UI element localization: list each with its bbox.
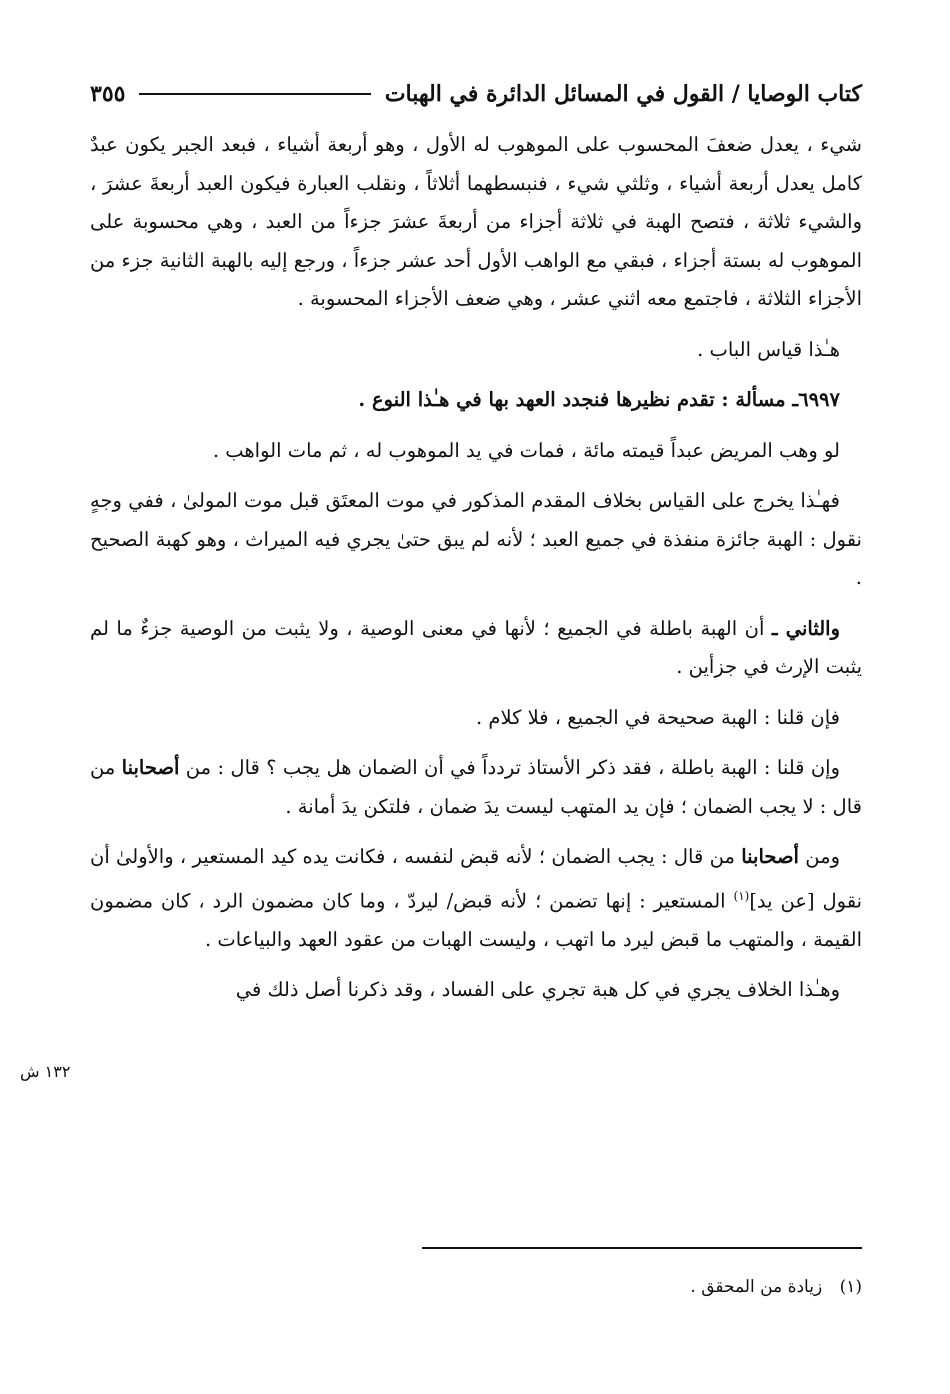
paragraph-conclusion: هـٰذا قياس الباب . (697, 337, 840, 361)
footnote (690, 1277, 862, 1297)
running-title: كتاب الوصايا / القول في المسائل الدائرة في الهبات (384, 81, 862, 107)
if-void-text-1: وإن قلنا : الهبة باطلة ، فقد ذكر الأستاذ تردداً في أن الضمان هل يجب ؟ قال : من (179, 756, 840, 779)
paragraph-if-void (90, 749, 862, 826)
if-void-bold: أصحابنا (121, 756, 180, 779)
liability-bold: أصحابنا (741, 845, 799, 868)
second-view-label: والثاني ـ (771, 616, 840, 640)
liability-text-3: المستعير : إنها تضمن ؛ لأنه قبض/ ليردّ ، وما كان مضمون الرد ، كان مضمون القيمة ، والمتهب ما قبض ليرد ما اتهب ، وليست الهبات من عقود العهد والبياعات . (90, 889, 862, 951)
liability-text-2: من قال : يجب الضمان ؛ لأنه قبض لنفسه ، فكانت يده كيد المستعير ، والأولىٰ أن نقول [عن يد] (90, 845, 863, 912)
paragraph-dispute: وهـٰذا الخلاف يجري في كل هبة تجري على الفساد ، وقد ذكرنا أصل ذلك في (235, 978, 840, 1001)
paragraph-if-valid: فإن قلنا : الهبة صحيحة في الجميع ، فلا كلام . (476, 705, 840, 729)
main-text (90, 126, 862, 1022)
paragraph-continuation: شيء ، يعدل ضعفَ المحسوب على الموهوب له الأول ، وهو أربعة أشياء ، فبعد الجبر يكون عبدٌ كامل يعدل أربعة أشياء ، وثلثي شيء ، فنبسطهما أثلاثاً ، ونقلب العبارة فيكون العبد أربعةَ عشرَ ، والشيء ثلاثة ، فتصح الهبة في ثلاثة أجزاء من أربعةَ عشرَ جزءاً من العبد ، وهي محسوبة على الموهوب له بستة أجزاء ، فبقي مع الواهب الأول أحد عشر جزءاً ، ورجع إليه بالهبة الثانية جزء من الأجزاء الثلاثة ، فاجتمع معه اثني عشر ، وهي ضعف الأجزاء المحسوبة . (90, 133, 862, 310)
second-view-text: أن الهبة باطلة في الجميع ؛ لأنها في معنى الوصية ، ولا يثبت من الوصية جزءٌ ما لم يثبت الإرث في جزأين . (90, 616, 862, 678)
paragraph-first-view: فهـٰذا يخرج على القياس بخلاف المقدم المذكور في موت المعتَق قبل موت المولىٰ ، ففي وجهٍ نقول : الهبة جائزة منفذة في جميع العبد ؛ لأنه لم يبق حتىٰ يجري فيه الميراث ، وهو كهبة الصحيح . (90, 489, 862, 589)
footnote-separator (422, 1247, 862, 1249)
footnote-reference[interactable]: (١) (733, 888, 750, 903)
footnote-number: (١) (839, 1277, 862, 1297)
liability-text-1: ومن (798, 845, 841, 868)
paragraph-second-view (90, 610, 862, 687)
page-header (90, 74, 862, 114)
page-number: ٣٥٥ (90, 81, 126, 107)
issue-heading: ٦٩٩٧ـ مسألة : تقدم نظيرها فنجدد العهد بها في هـٰذا النوع . (358, 388, 840, 411)
paragraph-case: لو وهب المريض عبداً قيمته مائة ، فمات في يد الموهوب له ، ثم مات الواهب . (212, 438, 840, 462)
header-rule (139, 93, 370, 95)
footnote-text: زيادة من المحقق . (690, 1277, 823, 1297)
margin-note: ١٣٢ ش (20, 1062, 71, 1081)
if-void-text-2: من قال : لا يجب الضمان ؛ فإن يد المتهب ليست يدَ ضمان ، فلتكن يدَ أمانة . (90, 756, 862, 818)
paragraph-liability (90, 838, 862, 959)
